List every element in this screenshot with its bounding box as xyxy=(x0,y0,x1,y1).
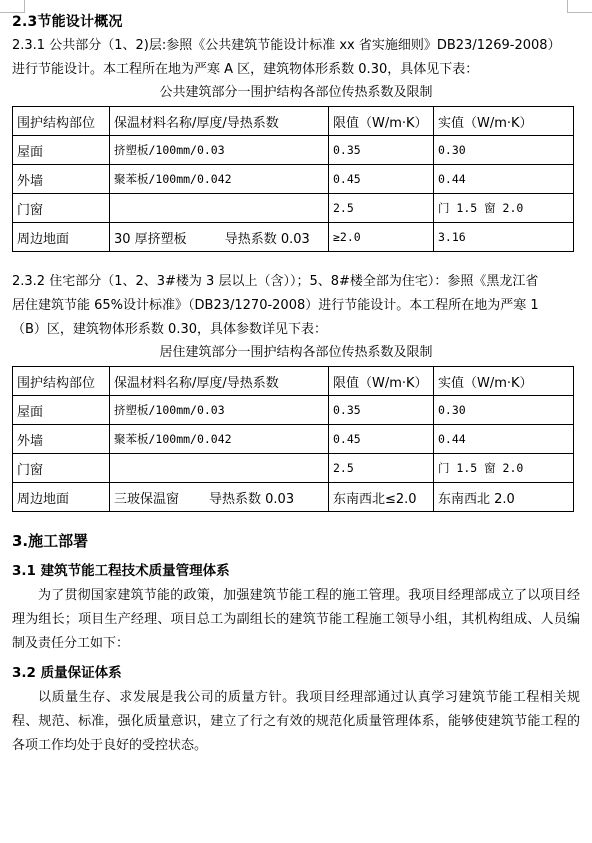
header-cell: 限值（W/m·K） xyxy=(329,367,434,396)
header-cell: 实值（W/m·K） xyxy=(434,107,574,136)
cell-material xyxy=(110,194,329,223)
cell-actual: 0.44 xyxy=(434,165,574,194)
public-table-caption: 公共建筑部分一围护结构各部位传热系数及限制 xyxy=(159,85,433,100)
cell-material: 聚苯板/100mm/0.042 xyxy=(110,425,329,454)
cell-limit: 0.35 xyxy=(329,396,434,425)
cell-actual: 门 1.5 窗 2.0 xyxy=(434,194,574,223)
cell-actual: 东南西北 2.0 xyxy=(434,483,574,512)
table-row xyxy=(13,454,574,483)
cell-part: 屋面 xyxy=(13,136,110,165)
section-2-3-1-paragraph xyxy=(12,34,580,82)
section-2-3-heading: 2.3节能设计概况 xyxy=(12,14,123,30)
header-cell: 围护结构部位 xyxy=(13,367,110,396)
material-conductivity: 导热系数 0.03 xyxy=(209,491,295,507)
paragraph-line: 2.3.1 公共部分（1、2)层:参照《公共建筑节能设计标准 xx 省实施细则》DB23/1269-2008） xyxy=(12,38,561,53)
table-row xyxy=(13,223,574,252)
cell-actual: 0.30 xyxy=(434,136,574,165)
header-cell: 限值（W/m·K） xyxy=(329,107,434,136)
cell-material xyxy=(110,223,329,252)
table-header-row xyxy=(13,367,574,396)
cell-actual: 0.30 xyxy=(434,396,574,425)
cell-limit: 0.45 xyxy=(329,165,434,194)
section-2-3-2-paragraph xyxy=(12,270,580,342)
cell-actual: 门 1.5 窗 2.0 xyxy=(434,454,574,483)
cell-material: 挤塑板/100mm/0.03 xyxy=(110,136,329,165)
cell-part: 周边地面 xyxy=(13,223,110,252)
header-cell: 实值（W/m·K） xyxy=(434,367,574,396)
paragraph-line: 2.3.2 住宅部分（1、2、3#楼为 3 层以上（含））；5、8#楼全部为住宅）：参照《黑龙江省 xyxy=(12,274,539,289)
public-building-table xyxy=(12,106,574,252)
document-page xyxy=(12,0,580,758)
cell-limit: 东南西北≤2.0 xyxy=(329,483,434,512)
material-name: 30 厚挤塑板 xyxy=(114,231,187,247)
section-3-1-heading: 3.1 建筑节能工程技术质量管理体系 xyxy=(12,563,230,579)
cell-part: 门窗 xyxy=(13,194,110,223)
cell-limit: ≥2.0 xyxy=(329,223,434,252)
cell-part: 周边地面 xyxy=(13,483,110,512)
header-cell: 围护结构部位 xyxy=(13,107,110,136)
cell-material: 挤塑板/100mm/0.03 xyxy=(110,396,329,425)
cell-limit: 2.5 xyxy=(329,194,434,223)
table-row xyxy=(13,165,574,194)
cell-material xyxy=(110,454,329,483)
table-header-row xyxy=(13,107,574,136)
cell-limit: 2.5 xyxy=(329,454,434,483)
residential-table-caption: 居住建筑部分一围护结构各部位传热系数及限制 xyxy=(159,345,433,360)
table-row xyxy=(13,136,574,165)
section-3-2-heading: 3.2 质量保证体系 xyxy=(12,665,122,681)
section-3-2-paragraph: 以质量生存、求发展是我公司的质量方针。我项目经理部通过认真学习建筑节能工程相关规程、规范、标准，强化质量意识，建立了行之有效的规范化质量管理体系，能够使建筑节能工程的各项工作均处于良好的受控状态。 xyxy=(12,690,580,753)
cell-part: 外墙 xyxy=(13,165,110,194)
table-row xyxy=(13,194,574,223)
table-row xyxy=(13,425,574,454)
cell-limit: 0.35 xyxy=(329,136,434,165)
material-name: 三玻保温窗 xyxy=(114,491,180,507)
residential-building-table xyxy=(12,366,574,512)
cell-material xyxy=(110,483,329,512)
section-3-heading: 3.施工部署 xyxy=(12,532,89,550)
cell-part: 屋面 xyxy=(13,396,110,425)
paragraph-line: 居住建筑节能 65%设计标准》（DB23/1270-2008）进行节能设计。本工程所在地为严寒 1 xyxy=(12,298,539,313)
cell-material: 聚苯板/100mm/0.042 xyxy=(110,165,329,194)
cell-limit: 0.45 xyxy=(329,425,434,454)
cell-actual: 3.16 xyxy=(434,223,574,252)
cell-part: 外墙 xyxy=(13,425,110,454)
paragraph-line: 进行节能设计。本工程所在地为严寒 A 区，建筑物体形系数 0.30，具体见下表： xyxy=(12,62,479,77)
cell-part: 门窗 xyxy=(13,454,110,483)
material-conductivity: 导热系数 0.03 xyxy=(224,231,310,247)
cell-actual: 0.44 xyxy=(434,425,574,454)
header-cell: 保温材料名称/厚度/导热系数 xyxy=(110,107,329,136)
section-3-1-paragraph: 为了贯彻国家建筑节能的政策，加强建筑节能工程的施工管理。我项目经理部成立了以项目经理为组长；项目生产经理、项目总工为副组长的建筑节能工程施工领导小组，其机构组成、人员编制及责任分工如下： xyxy=(12,588,580,651)
table-row xyxy=(13,396,574,425)
header-cell: 保温材料名称/厚度/导热系数 xyxy=(110,367,329,396)
table-row xyxy=(13,483,574,512)
paragraph-line: （B）区，建筑物体形系数 0.30，具体参数详见下表： xyxy=(12,322,327,337)
